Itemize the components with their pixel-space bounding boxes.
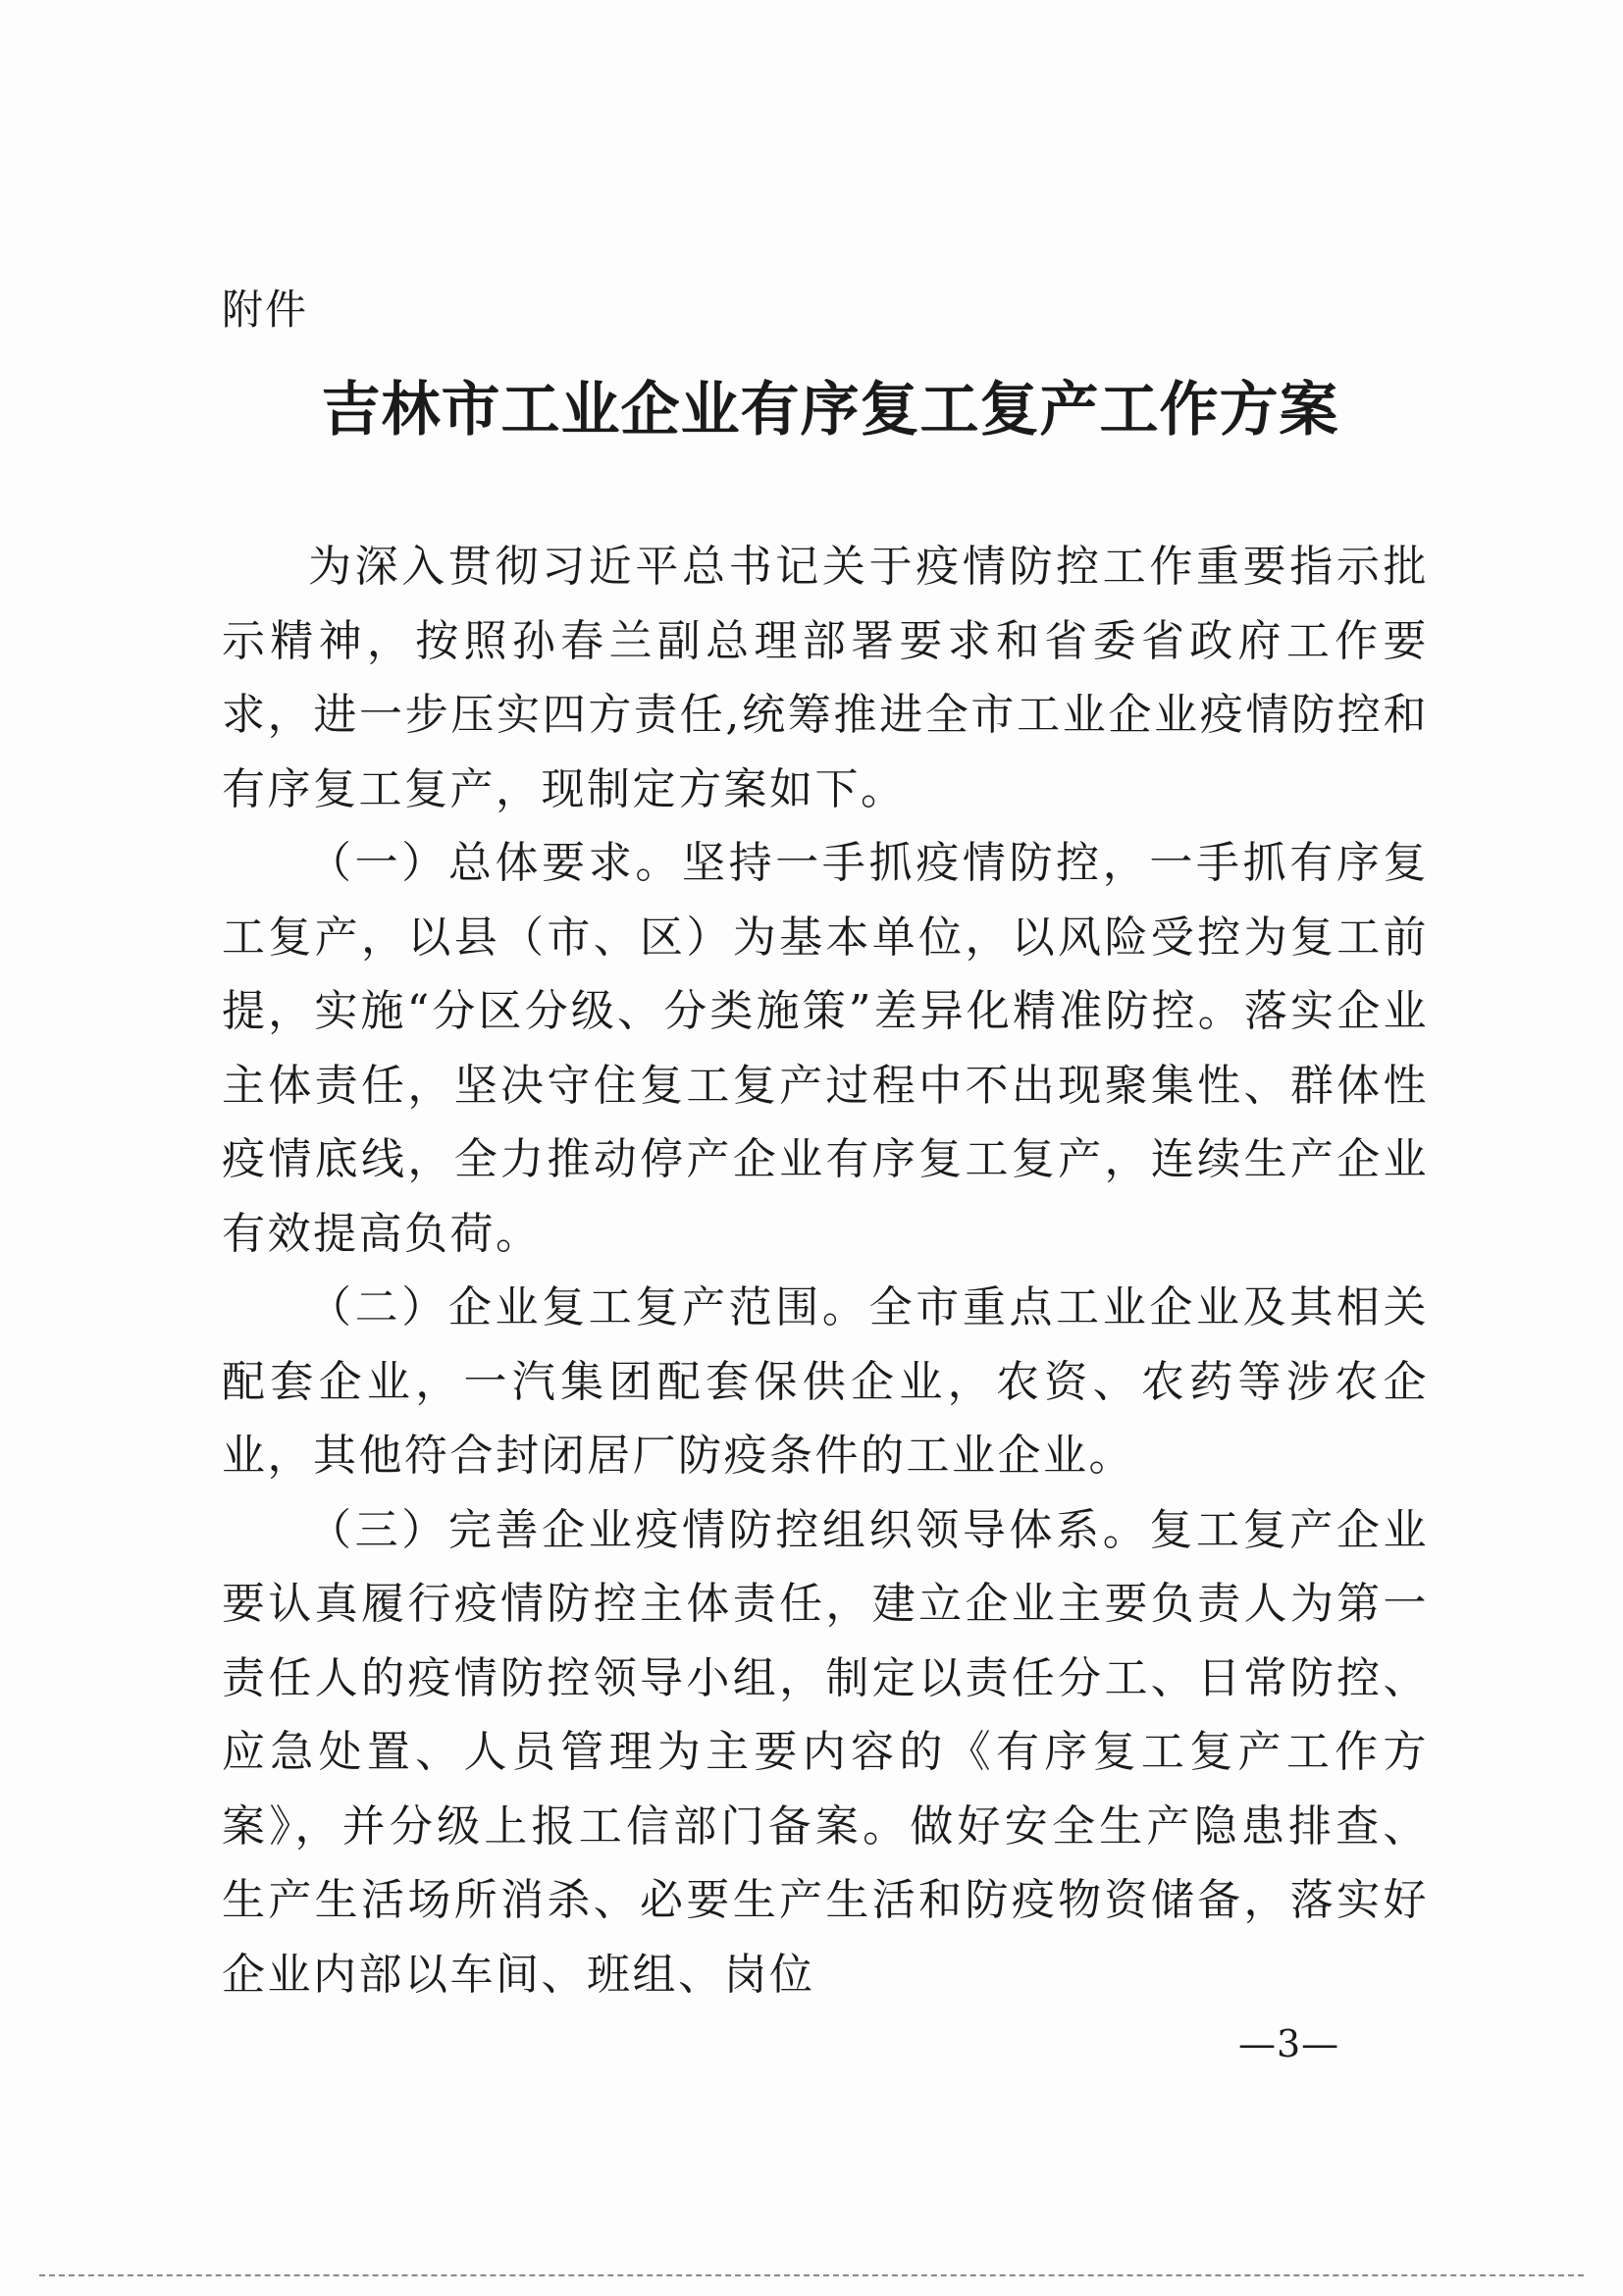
paragraph-scope: （二）企业复工复产范围。全市重点工业企业及其相关配套企业，一汽集团配套保供企业，农资、农药等涉农企业，其他符合封闭居厂防疫条件的工业企业。: [222, 1282, 1429, 1481]
document-title: 吉林市工业企业有序复工复产工作方案: [321, 376, 1339, 444]
paragraph-intro: 为深入贯彻习近平总书记关于疫情防控工作重要指示批示精神，按照孙春兰副总理部署要求和省委省政府工作要求，进一步压实四方责任,统筹推进全市工业企业疫情防控和有序复工复产，现制定方案如下。: [222, 542, 1429, 814]
paragraph-general-requirements: （一）总体要求。坚持一手抓疫情防控，一手抓有序复工复产，以县（市、区）为基本单位，以风险受控为复工前提，实施“分区分级、分类施策”差异化精准防控。落实企业主体责任，坚决守住复工复产过程中不出现聚集性、群体性疫情底线，全力推动停产企业有序复工复产，连续生产企业有效提高负荷。: [222, 838, 1429, 1259]
document-body: [222, 530, 1429, 2011]
paragraph-leadership-system: （三）完善企业疫情防控组织领导体系。复工复产企业要认真履行疫情防控主体责任，建立企业主要负责人为第一责任人的疫情防控领导小组，制定以责任分工、日常防控、应急处置、人员管理为主要内容的《有序复工复产工作方案》，并分级上报工信部门备案。做好安全生产隐患排查、生产生活场所消杀、必要生产生活和防疫物资储备，落实好企业内部以车间、班组、岗位: [222, 1504, 1429, 2000]
page-number: —3—: [1238, 2022, 1340, 2065]
attachment-label: 附件: [222, 286, 309, 334]
scan-edge-divider: [39, 2274, 1584, 2276]
